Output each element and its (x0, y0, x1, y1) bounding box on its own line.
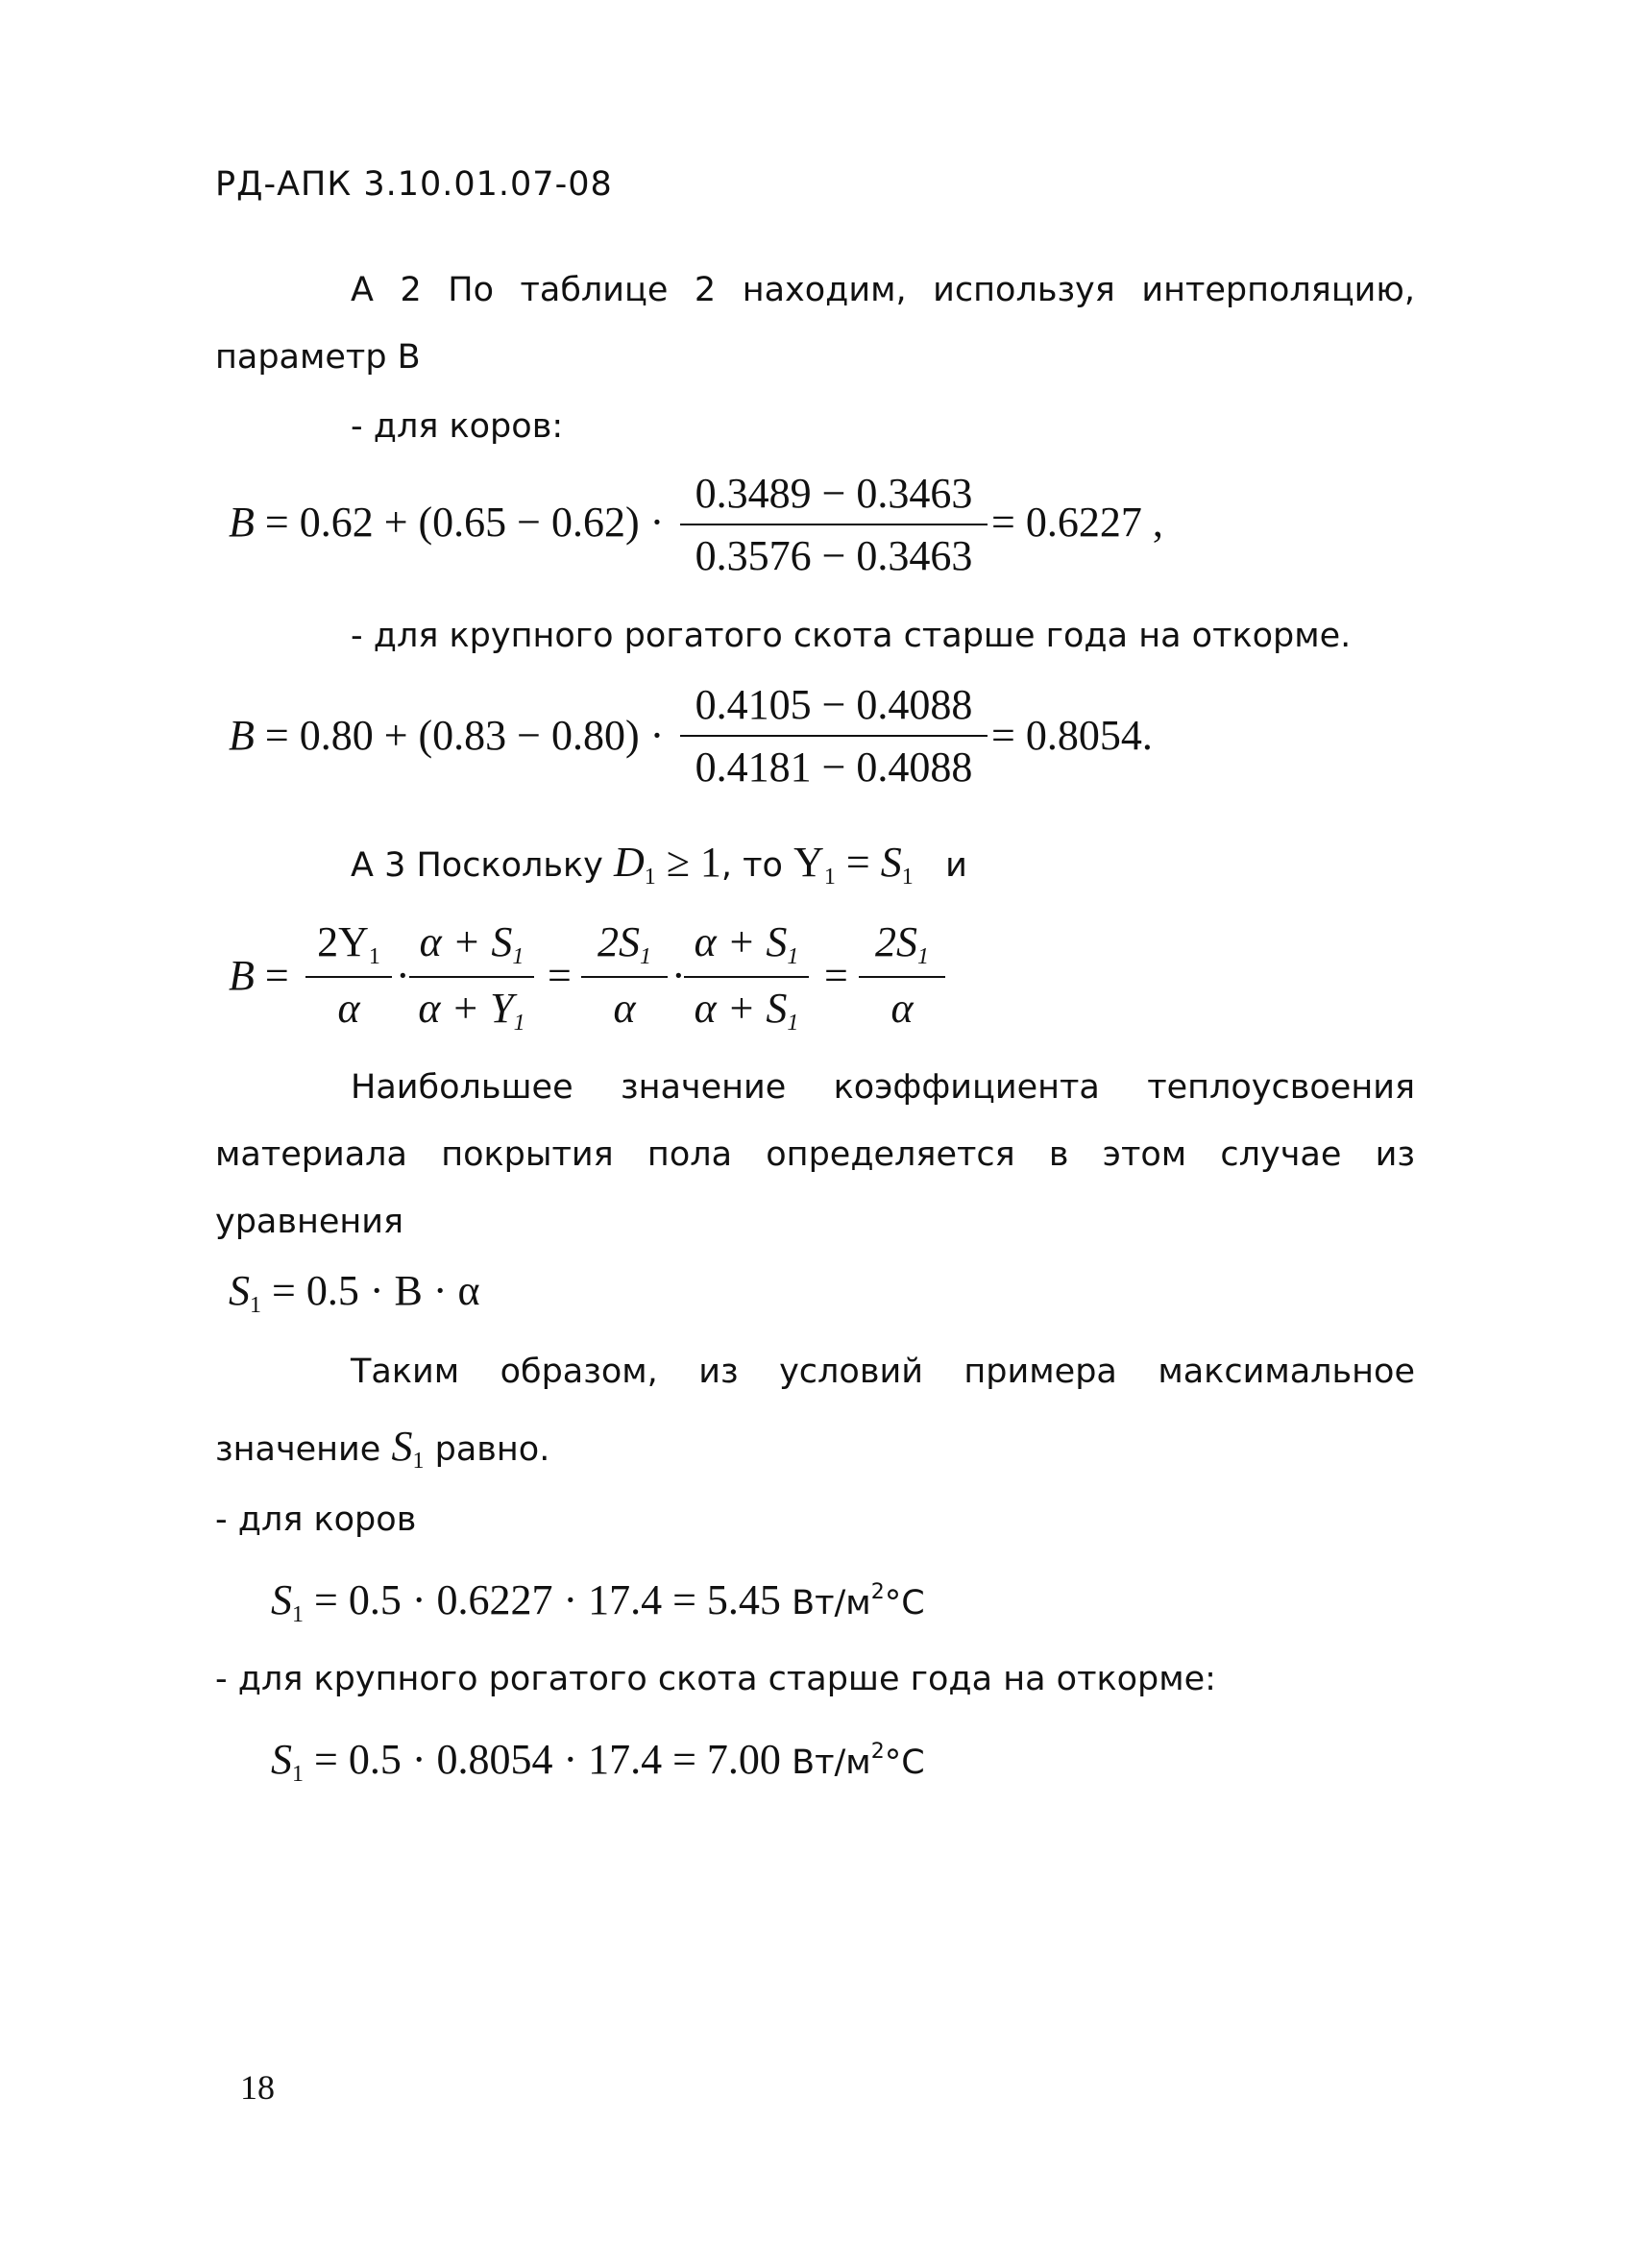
page-number: 18 (240, 2068, 275, 2107)
b-fraction-5-num (859, 917, 945, 976)
cows-label-2: - для коров (215, 1500, 417, 1539)
b-fraction-1-num (305, 917, 392, 976)
equation-2-result: = 0.8054. (991, 712, 1153, 759)
subscript: 1 (292, 1602, 304, 1627)
equation-4-unit: Вт/м (792, 1584, 871, 1622)
a3-and: и (945, 846, 967, 885)
subscript: 1 (787, 944, 799, 969)
equation-1-lhs: B = 0.62 + (0.65 − 0.62) · (229, 499, 665, 546)
subscript: 1 (513, 1011, 525, 1036)
subscript: 1 (640, 944, 651, 969)
b-fraction-4 (684, 917, 809, 1036)
equation-2-fraction (680, 680, 988, 792)
subscript: 1 (512, 944, 524, 969)
subscript: 1 (644, 865, 656, 890)
equation-1-fraction (680, 469, 988, 580)
paragraph-1-line-3: уравнения (215, 1203, 404, 1241)
equation-2-numerator: 0.4105 − 0.4088 (695, 681, 973, 728)
b-fraction-4-num (684, 917, 809, 976)
equation-1-numerator: 0.3489 − 0.3463 (695, 470, 973, 517)
subscript: 1 (292, 1762, 304, 1787)
subscript: 1 (412, 1449, 425, 1474)
paragraph-2-pre: значение (215, 1430, 381, 1469)
b-fraction-2-num-text: α + S (419, 918, 513, 965)
equation-3: $S_1 = 0.5 \cdot B \cdot \alpha$ (229, 1267, 480, 1318)
a2-line-1: А 2 По таблице 2 находим, используя интерполяцию, (351, 271, 1415, 309)
a3-equals: = (845, 839, 870, 886)
a3-then: , то (720, 846, 783, 885)
equation-4-unit-post: °С (884, 1584, 925, 1622)
equation-2-denominator: 0.4181 − 0.4088 (695, 744, 973, 791)
equation-5-text: = 0.5 · 0.8054 · 17.4 = 7.00 (314, 1736, 781, 1783)
equation-1-result: = 0.6227 , (991, 499, 1163, 546)
subscript: 1 (823, 865, 836, 890)
b-fraction-2-den (409, 978, 534, 1036)
equals-sign: = (548, 952, 572, 999)
b-fraction-3-num-text: 2S (598, 918, 640, 965)
subscript: 1 (901, 865, 914, 890)
subscript: 1 (368, 944, 380, 969)
cows-label: - для коров: (351, 407, 564, 446)
equation-2-lhs-text: = 0.80 + (0.83 − 0.80) · (264, 712, 665, 759)
document-code-header: РД-АПК 3.10.01.07-08 (215, 165, 613, 204)
b-fraction-3-den: α (613, 985, 636, 1032)
equation-5: $S_1 = 0.5 \cdot 0.8054 \cdot 17.4 = 7.00$ $Вт/м^2^\circ С$ (271, 1736, 925, 1787)
equation-4-text: = 0.5 · 0.6227 · 17.4 = 5.45 (314, 1576, 781, 1623)
equation-5-unit: Вт/м (792, 1744, 871, 1782)
b-fraction-1-den: α (337, 985, 360, 1032)
b-fraction-1 (305, 917, 392, 1033)
paragraph-1-line-1: Наибольшее значение коэффициента теплоусвоения (351, 1068, 1415, 1107)
subscript: 1 (250, 1293, 261, 1318)
cattle-label: - для крупного рогатого скота старше года на откорме. (351, 617, 1352, 655)
equation-5-unit-post: °С (884, 1744, 925, 1782)
paragraph-1-line-2: материала покрытия пола определяется в этом случае из (215, 1135, 1415, 1174)
equals-sign: = (824, 952, 848, 999)
b-fraction-3 (581, 917, 668, 1033)
a3-line (351, 838, 967, 890)
s1-symbol: $S_1$ (391, 1423, 425, 1474)
equation-1-lhs-text: = 0.62 + (0.65 − 0.62) · (264, 499, 665, 546)
dot-operator: · (671, 952, 686, 999)
dot-operator: · (396, 952, 410, 999)
a3-equality: $Y_1 = S_1$ (793, 839, 914, 890)
b-fraction-5-den: α (890, 985, 914, 1032)
b-fraction-5 (859, 917, 945, 1033)
b-fraction-2-num (409, 917, 534, 976)
b-fraction-2 (409, 917, 534, 1036)
subscript: 1 (787, 1011, 799, 1036)
b-fraction-4-num-text: α + S (694, 918, 788, 965)
superscript: 2 (870, 1580, 885, 1604)
equation-1-denominator: 0.3576 − 0.3463 (695, 532, 973, 579)
b-fraction-2-den-text: α + Y (418, 985, 514, 1032)
b-fraction-4-den (684, 978, 809, 1036)
subscript: 1 (917, 944, 929, 969)
paragraph-2-post: равно. (434, 1430, 550, 1469)
paragraph-2-line-2 (215, 1422, 549, 1475)
b-fraction-5-num-text: 2S (875, 918, 917, 965)
equation-4: $S_1 = 0.5 \cdot 0.6227 \cdot 17.4 = 5.45$ $Вт/м^2^\circ С$ (271, 1576, 925, 1627)
superscript: 2 (870, 1740, 885, 1764)
a3-condition: $D_1 \ge 1$ (613, 839, 721, 890)
b-equation-lhs: B = (229, 952, 289, 999)
b-fraction-3-num (581, 917, 668, 976)
paragraph-2-line-1: Таким образом, из условий примера максимальное (351, 1353, 1415, 1391)
cattle-label-2: - для крупного рогатого скота старше года на откорме: (215, 1660, 1216, 1698)
equation-2-lhs: B = 0.80 + (0.83 − 0.80) · (229, 712, 665, 759)
a3-condition-value: ≥ 1 (666, 839, 721, 886)
b-fraction-4-den-text: α + S (694, 985, 788, 1032)
a2-line-2: параметр В (215, 338, 421, 377)
equation-3-text: = 0.5 · B · α (272, 1267, 480, 1314)
a3-prefix: А 3 Поскольку (351, 846, 603, 885)
b-fraction-1-num-text: 2Y (317, 918, 369, 965)
